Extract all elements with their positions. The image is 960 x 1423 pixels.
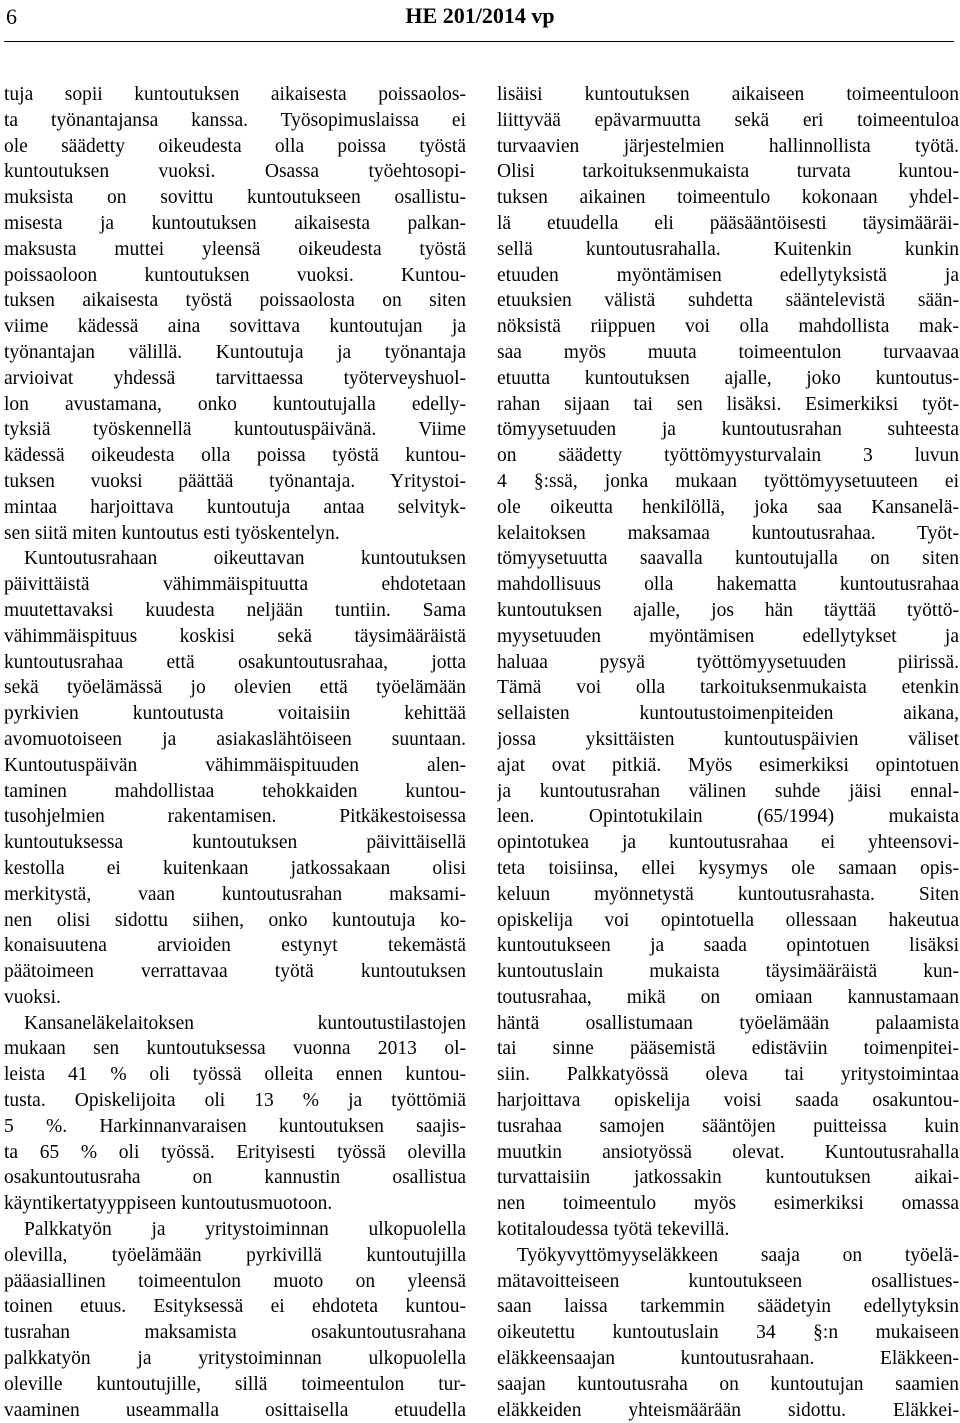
text-line: sen siitä miten kuntoutus esti työskentelyn. — [4, 522, 340, 544]
text-line: sekä työelämässä jo olevien että työelämään — [4, 677, 466, 699]
text-line: tuksen aikainen toimeentulo kokonaan yhdel- — [497, 187, 959, 209]
text-line: oikeutettu kuntoutuslain 34 §:n mukaiseen — [497, 1322, 959, 1344]
text-line: lon avustamana, onko kuntoutujalla edelly- — [4, 393, 466, 415]
text-line: maksusta muttei yleensä oikeudesta työstä — [4, 238, 466, 260]
text-line: lä etuudella eli pääsääntöisesti täysimääräi- — [497, 212, 959, 234]
text-line: kädessä oikeudesta olla poissa työstä kuntou- — [4, 445, 466, 467]
text-line: eläkkeiden yhteismäärään sidottu. Eläkkei- — [497, 1399, 959, 1421]
text-line: tusohjelmien rakentamisen. Pitkäkestoisessa — [4, 806, 466, 828]
text-line: tai sinne pääsemistä edistäviin toimenpitei- — [497, 1038, 959, 1060]
text-line: kelaitoksen maksamaa kuntoutusrahaa. Työt- — [497, 522, 959, 544]
text-line: ajat ovat pitkiä. Myös esimerkiksi opintotuen — [497, 754, 959, 776]
text-line: avomuotoiseen ja asiakaslähtöiseen suuntaan. — [4, 728, 466, 750]
text-line: ta 65 % oli työssä. Erityisesti työssä olevilla — [4, 1141, 466, 1163]
text-line: nen toimeentulo myös esimerkiksi omassa — [497, 1193, 959, 1215]
text-line: etuuksien välistä suhdetta sääntelevistä sään- — [497, 290, 959, 312]
text-line: haluaa pysyä työttömyysetuuden piirissä. — [497, 651, 959, 673]
text-line: Tämä voi olla tarkoituksenmukaista etenkin — [497, 677, 959, 699]
text-line: kotitaloudessa työtä tekevillä. — [497, 1219, 730, 1241]
text-line: Kansaneläkelaitoksen kuntoutustilastojen — [24, 1012, 466, 1034]
text-line: kuntoutusrahaa että osakuntoutusrahaa, jotta — [4, 651, 466, 673]
text-line: poissaoloon kuntoutuksen vuoksi. Kuntou- — [4, 264, 466, 286]
text-line: mukaan sen kuntoutuksessa vuonna 2013 ol- — [4, 1038, 466, 1060]
text-line: päätoimeen verrattavaa työtä kuntoutuksen — [4, 961, 466, 983]
document-id: HE 201/2014 vp — [405, 3, 555, 28]
text-line: kuntoutuksen vuoksi. Osassa työehtosopi- — [4, 161, 466, 183]
text-line: Olisi tarkoituksenmukaista turvata kuntou- — [497, 161, 959, 183]
text-line: myysetuuden myöntämisen edellytykset ja — [497, 625, 959, 647]
text-line: siin. Palkkatyössä oleva tai yritystoimintaa — [497, 1064, 959, 1086]
text-line: misesta ja kuntoutuksen aikaisesta palkan- — [4, 212, 466, 234]
text-line: opiskelija voi opintotuella ollessaan hakeutua — [497, 909, 959, 931]
text-line: päivittäistä vähimmäispituutta ehdotetaan — [4, 574, 466, 596]
text-line: kuntoutuksen ajalle, jos hän täyttää työttö- — [497, 599, 959, 621]
text-line: mahdollisuus olla hakematta kuntoutusrahaa — [497, 574, 959, 596]
text-line: merkitystä, vaan kuntoutusrahan maksami- — [4, 883, 466, 905]
text-line: käyntikertatyyppiseen kuntoutusmuotoon. — [4, 1193, 333, 1215]
text-line: pääasiallinen toimeentulon muoto on yleensä — [4, 1270, 466, 1292]
text-line: ta työnantajansa kanssa. Työsopimuslaissa ei — [4, 109, 466, 131]
text-line: mintaa harjoittava kuntoutuja antaa selvityk- — [4, 496, 466, 518]
text-line: eläkkeensaajan kuntoutusrahaan. Eläkkeen- — [497, 1348, 959, 1370]
text-line: turvaavien järjestelmien hallinnollista työtä. — [497, 135, 959, 157]
text-line: harjoittava opiskelija voisi saada osakuntou- — [497, 1090, 959, 1112]
text-line: sellaisten kuntoutustoimenpiteiden aikana, — [497, 703, 959, 725]
text-line: mätavoitteiseen kuntoutukseen osallistues- — [497, 1270, 959, 1292]
text-line: häntä osallistumaan työelämään palaamista — [497, 1012, 959, 1034]
text-line: arvioivat yhdessä tarvittaessa työterveyshuol- — [4, 367, 466, 389]
text-line: saan laissa tarkemmin säädetyin edellytyksin — [497, 1296, 959, 1318]
text-line: vuoksi. — [4, 986, 61, 1008]
text-line: kestolla ei kuitenkaan jatkossakaan olisi — [4, 857, 466, 879]
text-line: vaaminen useammalla osittaisella etuudella — [4, 1399, 466, 1421]
text-line: 5 %. Harkinnanvaraisen kuntoutuksen saajis- — [4, 1115, 466, 1137]
text-line: nen olisi sidottu siihen, onko kuntoutuja ko- — [4, 909, 466, 931]
text-line: turvattaisiin jatkossakin kuntoutuksen aikai- — [497, 1167, 959, 1189]
text-line: tusrahan maksamista osakuntoutusrahana — [4, 1322, 466, 1344]
text-line: etuuden myöntämisen edellytyksistä ja — [497, 264, 959, 286]
text-line: Työkyvyttömyyseläkkeen saaja on työelä- — [517, 1244, 959, 1266]
text-line: nöksistä riippuen voi olla mahdollista mak- — [497, 316, 959, 338]
text-line: etuutta kuntoutuksen ajalle, joko kuntoutus- — [497, 367, 959, 389]
left-text-column — [4, 82, 466, 1423]
text-line: tuksen aikaisesta työstä poissaolosta on siten — [4, 290, 466, 312]
text-line: vähimmäispituus koskisi sekä täysimääräistä — [4, 625, 466, 647]
text-line: on säädetty työttömyysturvalain 3 luvun — [497, 445, 959, 467]
text-line: tuksen vuoksi päättää työnantaja. Yritystoi- — [4, 470, 466, 492]
text-line: taminen mahdollistaa tehokkaiden kuntou- — [4, 780, 466, 802]
text-line: liittyvää epävarmuutta sekä eri toimeentuloa — [497, 109, 959, 131]
text-line: saajan kuntoutusraha on kuntoutujan saamien — [497, 1373, 959, 1395]
text-line: kuntoutuksessa kuntoutuksen päivittäisellä — [4, 832, 466, 854]
page-header — [0, 0, 960, 40]
text-line: 4 §:ssä, jonka mukaan työttömyysetuuteen ei — [497, 470, 959, 492]
text-line: tuja sopii kuntoutuksen aikaisesta poissaolos- — [4, 84, 466, 105]
text-line: opintotukea ja kuntoutusrahaa ei yhteensovi- — [497, 832, 959, 854]
header-rule — [4, 41, 954, 42]
text-line: lisäisi kuntoutuksen aikaiseen toimeentuloon — [497, 84, 959, 105]
text-line: tusrahaa samojen sääntöjen puitteissa kuin — [497, 1115, 959, 1137]
text-line: osakuntoutusraha on kannustin osallistua — [4, 1167, 466, 1189]
text-line: konaisuutena arvioiden estynyt tekemästä — [4, 935, 466, 957]
text-line: kuntoutukseen ja saada opintotuen lisäksi — [497, 935, 959, 957]
text-line: ja kuntoutusrahan välinen suhde jäisi ennal- — [497, 780, 959, 802]
text-line: toinen etuus. Esityksessä ei ehdoteta kuntou- — [4, 1296, 466, 1318]
text-line: Kuntoutuspäivän vähimmäispituuden alen- — [4, 754, 466, 776]
text-line: keluun myönnetystä kuntoutusrahasta. Siten — [497, 883, 959, 905]
text-line: viime kädessä aina sovittava kuntoutujan ja — [4, 316, 466, 338]
text-line: jossa yksittäisten kuntoutuspäivien väliset — [497, 728, 959, 750]
right-text-column — [497, 82, 959, 1423]
text-line: rahan sijaan tai sen lisäksi. Esimerkiksi työt- — [497, 393, 959, 415]
text-line: leista 41 % oli työssä olleita ennen kuntou- — [4, 1064, 466, 1086]
text-line: Palkkatyön ja yritystoiminnan ulkopuolella — [24, 1219, 466, 1241]
text-line: palkkatyön ja yritystoiminnan ulkopuolella — [4, 1348, 466, 1370]
text-line: tömyysetuutta saavalla kuntoutujalla on siten — [497, 548, 959, 570]
text-line: teta toisiinsa, ellei kysymys ole samaan opis- — [497, 857, 959, 879]
text-line: muksista on sovittu kuntoutukseen osallistu- — [4, 187, 466, 209]
text-line: muutkin ansiotyössä olevat. Kuntoutusrahalla — [497, 1141, 959, 1163]
text-line: ole säädetty oikeudesta olla poissa työstä — [4, 135, 466, 157]
text-line: saa myös muuta toimeentulon turvaavaa — [497, 341, 959, 363]
text-line: olevilla, työelämään pyrkivillä kuntoutujilla — [4, 1244, 466, 1266]
text-line: tusta. Opiskelijoita oli 13 % ja työttömiä — [4, 1090, 466, 1112]
text-line: ole oikeutta henkilöllä, joka saa Kansanelä- — [497, 496, 959, 518]
text-line: tömyysetuuden ja kuntoutusrahan suhteesta — [497, 419, 959, 441]
text-line: sellä kuntoutusrahalla. Kuitenkin kunkin — [497, 238, 959, 260]
page-number: 6 — [6, 4, 17, 29]
text-line: toutusrahaa, mikä on omiaan kannustamaan — [497, 986, 959, 1008]
text-line: leen. Opintotukilain (65/1994) mukaista — [497, 806, 959, 828]
text-line: pyrkivien kuntoutusta voitaisiin kehittää — [4, 703, 466, 725]
text-line: Kuntoutusrahaan oikeuttavan kuntoutuksen — [24, 548, 466, 570]
text-line: muutettavaksi kuudesta neljään tuntiin. Sama — [4, 599, 466, 621]
text-line: tyksiä työskennellä kuntoutuspäivänä. Viime — [4, 419, 466, 441]
text-line: työnantajan välillä. Kuntoutuja ja työnantaja — [4, 341, 466, 363]
text-line: oleville kuntoutujille, sillä toimeentulon tur- — [4, 1373, 466, 1395]
text-line: kuntoutuslain mukaista täysimääräistä kun- — [497, 961, 959, 983]
